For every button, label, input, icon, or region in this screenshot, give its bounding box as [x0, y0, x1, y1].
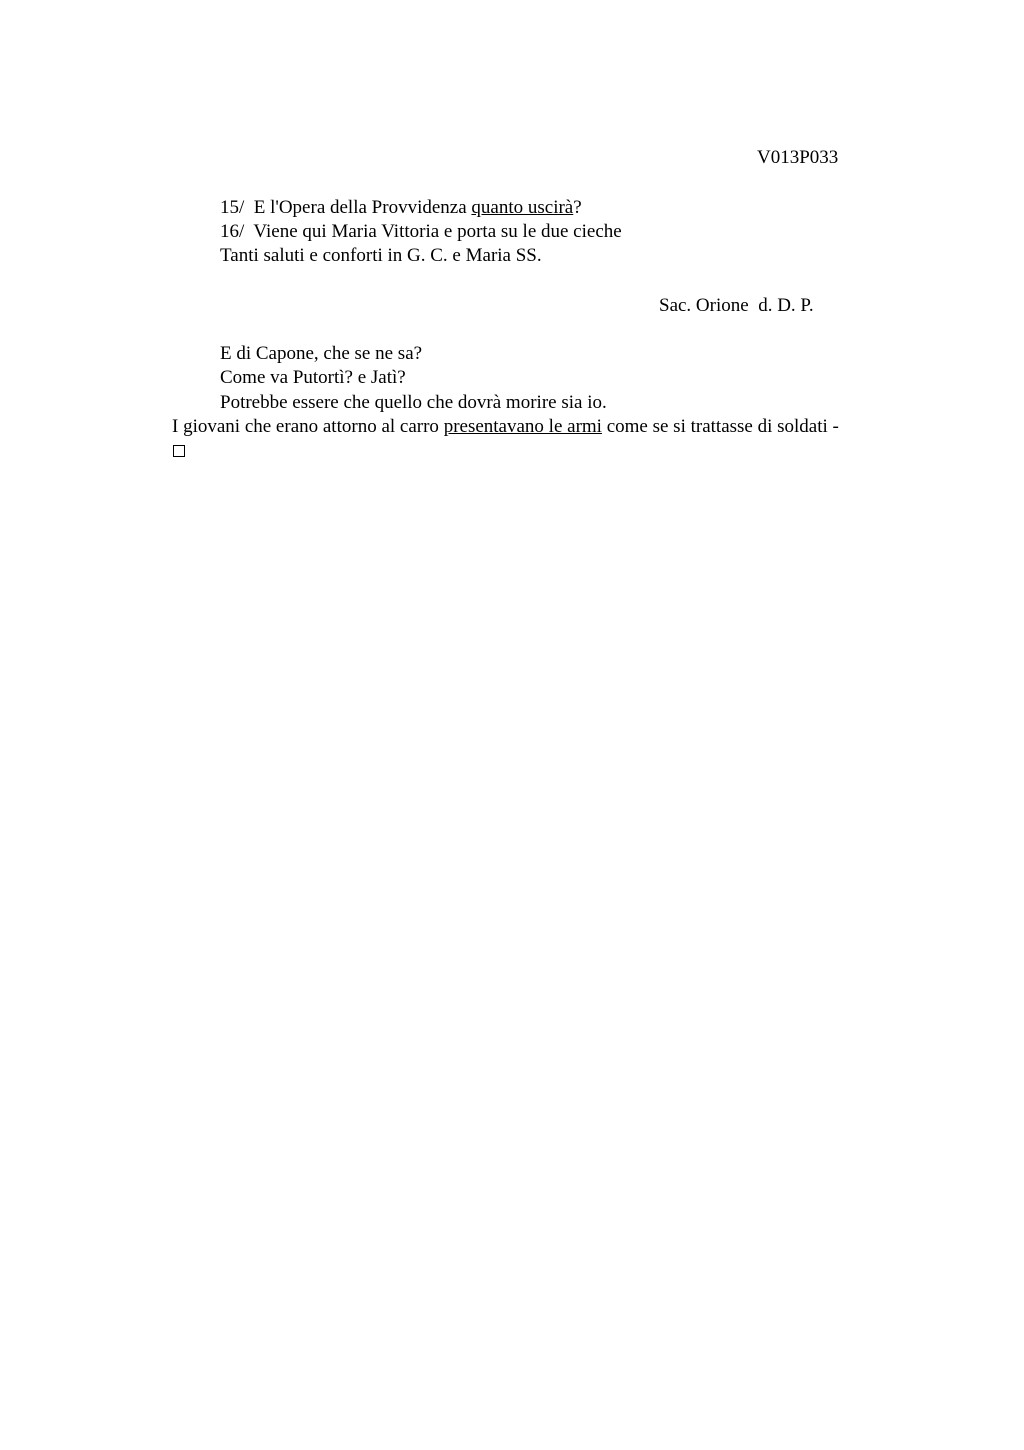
postscript-line-3: Potrebbe essere che quello che dovrà morire sia io. [220, 392, 607, 413]
closing-greeting: Tanti saluti e conforti in G. C. e Maria SS. [220, 245, 542, 266]
postscript-line-2: Come va Putortì? e Jatì? [220, 367, 406, 388]
text-segment: 15/ E l'Opera della Provvidenza [220, 197, 472, 218]
underlined-text: quanto uscirà [471, 197, 574, 218]
empty-square-icon [173, 445, 185, 457]
text-line-15 [220, 196, 582, 220]
text-line-16: 16/ Viene qui Maria Vittoria e porta su le due cieche [220, 221, 622, 242]
signature: Sac. Orione d. D. P. [659, 295, 814, 316]
underlined-text: presentavano le armi [443, 416, 602, 437]
text-segment: come se si trattasse di soldati - [601, 416, 839, 437]
text-segment: I giovani che erano attorno al carro [172, 416, 444, 437]
document-id: V013P033 [757, 147, 839, 168]
postscript-line-1: E di Capone, che se ne sa? [220, 343, 423, 364]
text-segment: ? [573, 197, 582, 218]
note-line [172, 415, 839, 439]
